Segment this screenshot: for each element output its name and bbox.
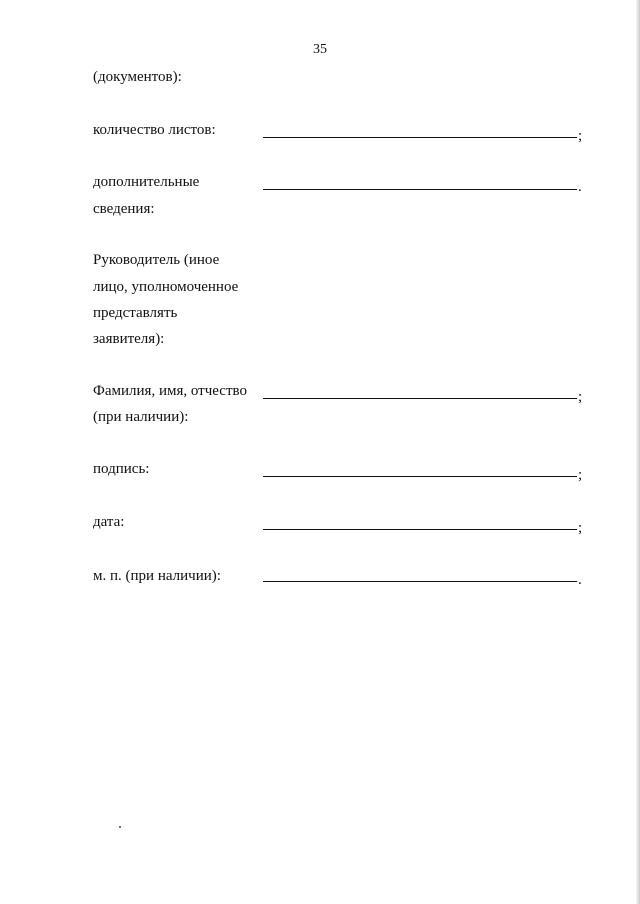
- date-end: ;: [578, 520, 583, 536]
- seal-line: [263, 581, 577, 582]
- sheets-count-label: количество листов:: [93, 122, 216, 138]
- head-label-2: лицо, уполномоченное: [93, 279, 239, 295]
- additional-info-label-1: дополнительные: [93, 174, 200, 190]
- additional-info-label-2: сведения:: [93, 201, 155, 217]
- seal-label: м. п. (при наличии):: [93, 568, 221, 584]
- documents-continuation: (документов):: [93, 69, 182, 85]
- additional-info-line: [263, 189, 577, 190]
- sheets-count-end: ;: [578, 128, 583, 144]
- page-edge-shadow: [636, 0, 639, 904]
- sheets-count-line: [263, 137, 577, 138]
- fullname-label-2: (при наличии):: [93, 409, 189, 425]
- fullname-line: [263, 398, 577, 399]
- fullname-label-1: Фамилия, имя, отчество: [93, 383, 247, 399]
- fullname-end: ;: [578, 389, 583, 405]
- scan-speck: [119, 826, 121, 828]
- head-label-3: представлять: [93, 305, 178, 321]
- signature-line: [263, 476, 577, 477]
- signature-label: подпись:: [93, 461, 150, 477]
- signature-end: ;: [578, 467, 583, 483]
- date-line: [263, 529, 577, 530]
- head-label-4: заявителя):: [93, 331, 165, 347]
- page-number: 35: [313, 42, 327, 57]
- additional-info-end: .: [578, 179, 582, 195]
- seal-end: .: [578, 572, 582, 588]
- head-label-1: Руководитель (иное: [93, 252, 220, 268]
- date-label: дата:: [93, 514, 125, 530]
